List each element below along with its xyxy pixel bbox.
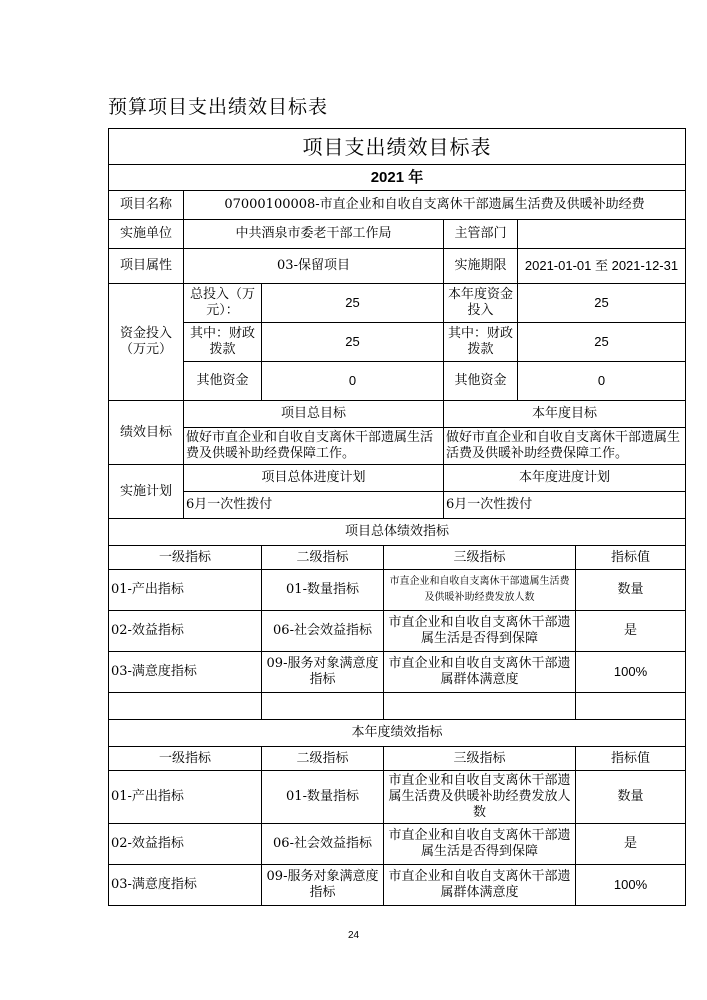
- period-value: 2021-01-01 至 2021-12-31: [518, 249, 686, 284]
- performance-target-table: [108, 128, 686, 906]
- overall-level1: 03-满意度指标: [109, 652, 262, 693]
- annual-level2: 01-数量指标: [262, 771, 384, 824]
- annual-indicators-title: 本年度绩效指标: [109, 720, 686, 747]
- annual-value: 数量: [576, 771, 686, 824]
- overall-level3: 市直企业和自收自支离休干部遗属群体满意度: [384, 652, 576, 693]
- dept-label: 主管部门: [444, 220, 518, 249]
- annual-plan-label: 本年度进度计划: [444, 465, 686, 492]
- page-heading: 预算项目支出绩效目标表: [108, 96, 329, 118]
- overall-goal-text: 做好市直企业和自收自支离休干部遗属生活费及供暖补助经费保障工作。: [184, 428, 444, 465]
- table-row: [109, 570, 686, 611]
- annual-goal-text: 做好市直企业和自收自支离休干部遗属生活费及供暖补助经费保障工作。: [444, 428, 686, 465]
- table-row: [109, 824, 686, 865]
- table-title: 项目支出绩效目标表: [109, 129, 686, 165]
- attr-label: 项目属性: [109, 249, 184, 284]
- annual-level1: 03-满意度指标: [109, 865, 262, 906]
- other-funds-label: 其他资金: [184, 362, 262, 401]
- overall-value: 数量: [576, 570, 686, 611]
- table-row: [109, 865, 686, 906]
- table-row: [109, 652, 686, 693]
- overall-plan-text: 6月一次性拨付: [184, 492, 444, 519]
- overall-level2: 06-社会效益指标: [262, 611, 384, 652]
- table-row: [109, 611, 686, 652]
- period-label: 实施期限: [444, 249, 518, 284]
- annual-value: 是: [576, 824, 686, 865]
- plan-label: 实施计划: [109, 465, 184, 519]
- indicator-header-level3: 三级指标: [384, 546, 576, 570]
- annual-level3: 市直企业和自收自支离休干部遗属生活是否得到保障: [384, 824, 576, 865]
- year-invest-label: 本年度资金投入: [444, 284, 518, 323]
- other-funds-value: 0: [262, 362, 444, 401]
- goal-label: 绩效目标: [109, 401, 184, 465]
- year-invest-value: 25: [518, 284, 686, 323]
- overall-value: 是: [576, 611, 686, 652]
- dept-value: [518, 220, 686, 249]
- project-name-value: 07000100008-市直企业和自收自支离休干部遗属生活费及供暖补助经费: [184, 191, 686, 220]
- table-year: 2021 年: [109, 165, 686, 191]
- overall-level1: 02-效益指标: [109, 611, 262, 652]
- fiscal-value-annual: 25: [518, 323, 686, 362]
- funds-label: 资金投入（万元）: [109, 284, 184, 401]
- page-number: 24: [347, 930, 360, 941]
- total-invest-value: 25: [262, 284, 444, 323]
- indicator-header-value: 指标值: [576, 747, 686, 771]
- annual-level2: 06-社会效益指标: [262, 824, 384, 865]
- indicator-header-value: 指标值: [576, 546, 686, 570]
- annual-level2: 09-服务对象满意度指标: [262, 865, 384, 906]
- impl-unit-label: 实施单位: [109, 220, 184, 249]
- total-invest-label: 总投入（万元）：: [184, 284, 262, 323]
- indicator-header-level1: 一级指标: [109, 747, 262, 771]
- annual-level3: 市直企业和自收自支离休干部遗属群体满意度: [384, 865, 576, 906]
- overall-plan-label: 项目总体进度计划: [184, 465, 444, 492]
- indicator-header-level2: 二级指标: [262, 747, 384, 771]
- annual-plan-text: 6月一次性拨付: [444, 492, 686, 519]
- annual-goal-label: 本年度目标: [444, 401, 686, 428]
- overall-value: 100%: [576, 652, 686, 693]
- annual-level3: 市直企业和自收自支离休干部遗属生活费及供暖补助经费发放人数: [384, 771, 576, 824]
- impl-unit-value: 中共酒泉市委老干部工作局: [184, 220, 444, 249]
- other-funds-value-annual: 0: [518, 362, 686, 401]
- attr-value: 03-保留项目: [184, 249, 444, 284]
- overall-level2: 09-服务对象满意度指标: [262, 652, 384, 693]
- indicator-header-level2: 二级指标: [262, 546, 384, 570]
- annual-level1: 01-产出指标: [109, 771, 262, 824]
- fiscal-label-annual: 其中：财政拨款: [444, 323, 518, 362]
- other-funds-label-annual: 其他资金: [444, 362, 518, 401]
- overall-level1: 01-产出指标: [109, 570, 262, 611]
- table-row: [109, 771, 686, 824]
- annual-value: 100%: [576, 865, 686, 906]
- table-row-empty: [109, 693, 686, 720]
- overall-indicators-title: 项目总体绩效指标: [109, 519, 686, 546]
- fiscal-label: 其中：财政拨款: [184, 323, 262, 362]
- overall-level3: 市直企业和自收自支离休干部遗属生活是否得到保障: [384, 611, 576, 652]
- annual-level1: 02-效益指标: [109, 824, 262, 865]
- indicator-header-level3: 三级指标: [384, 747, 576, 771]
- project-name-label: 项目名称: [109, 191, 184, 220]
- overall-level2: 01-数量指标: [262, 570, 384, 611]
- overall-goal-label: 项目总目标: [184, 401, 444, 428]
- indicator-header-level1: 一级指标: [109, 546, 262, 570]
- fiscal-value: 25: [262, 323, 444, 362]
- overall-level3: 市直企业和自收自支离休干部遗属生活费及供暖补助经费发放人数: [384, 570, 576, 611]
